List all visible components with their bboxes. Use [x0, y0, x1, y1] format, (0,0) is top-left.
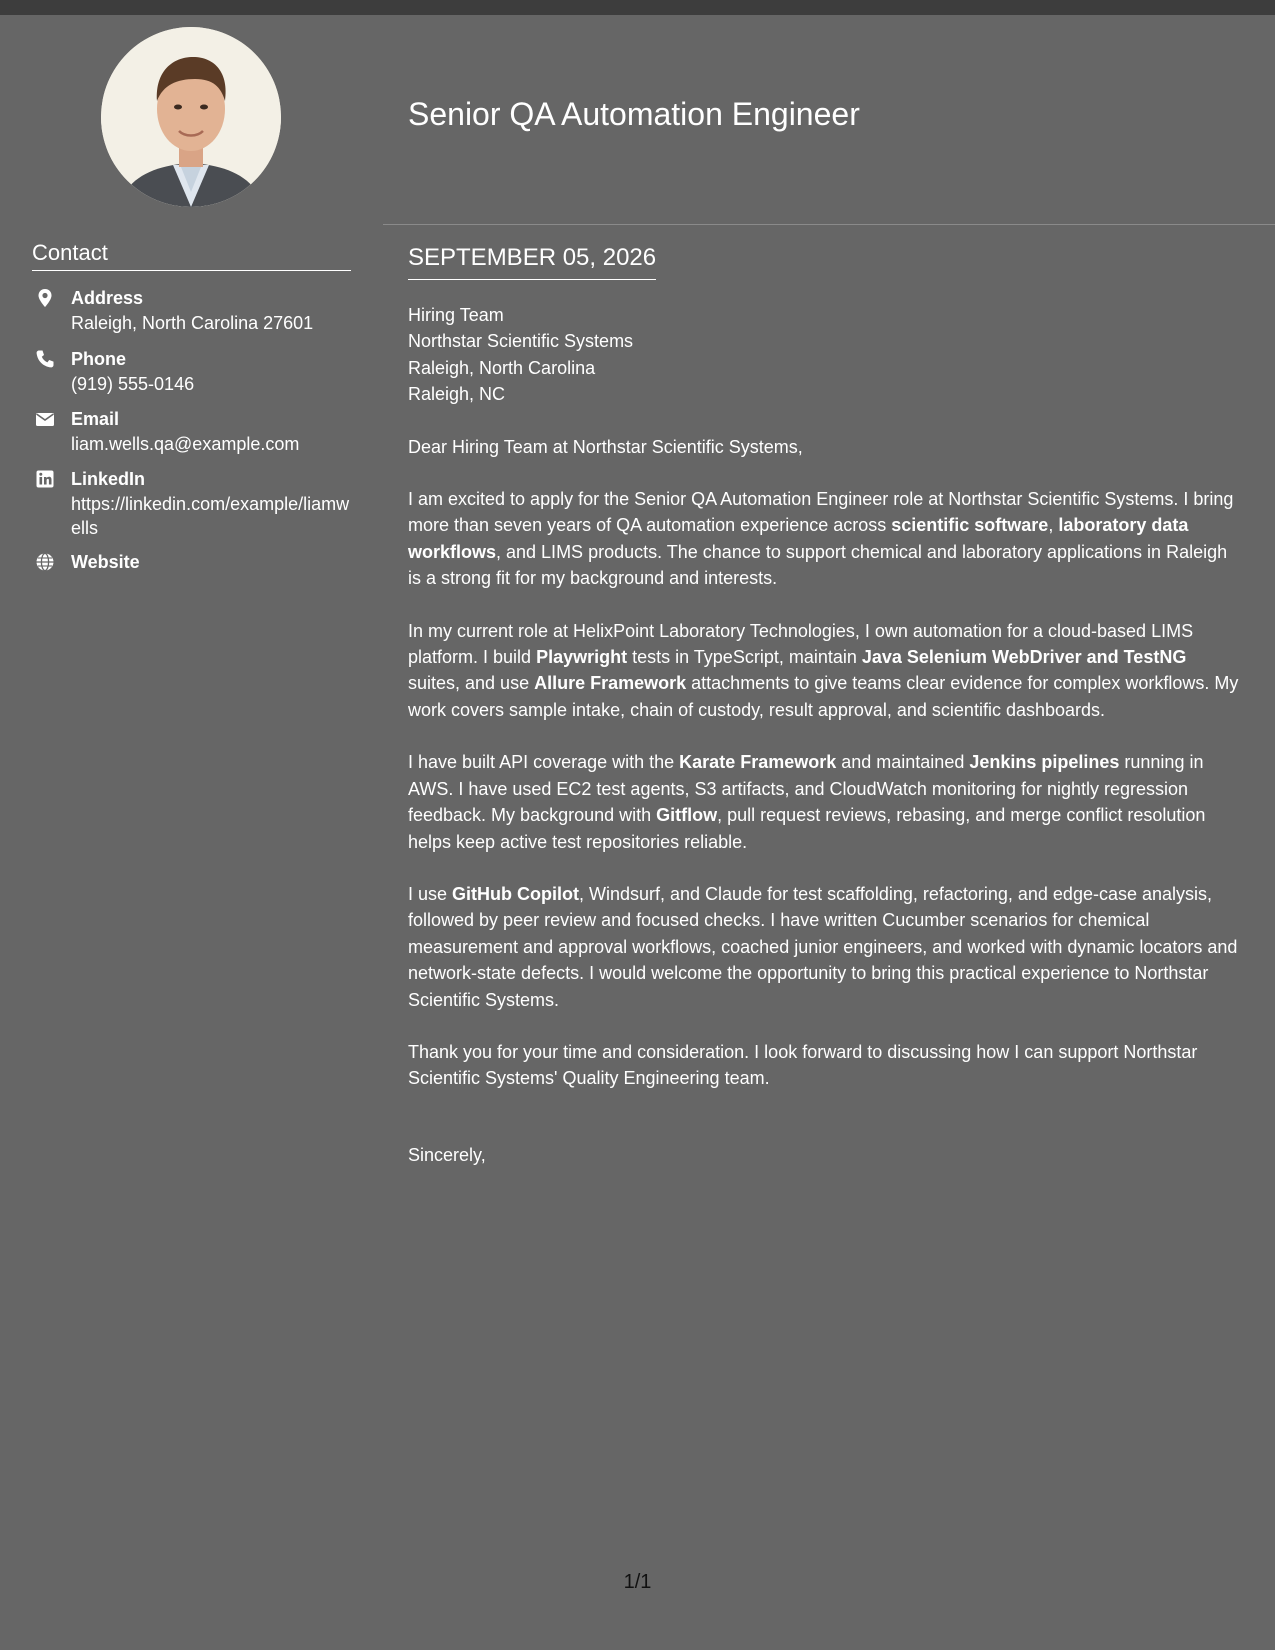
contact-heading: Contact	[32, 240, 351, 271]
letter-paragraph: I use GitHub Copilot, Windsurf, and Claude for test scaffolding, refactoring, and edge-case analysis, followed by peer review and focused checks. I have written Cucumber scenarios for chemical measurement and approval workflows, coached junior engineers, and worked with dynamic locators and network-state defects. I would welcome the opportunity to bring this practical experience to Northstar Scientific Systems.	[408, 883, 1238, 1010]
address-label: Address	[71, 288, 144, 308]
linkedin-icon	[35, 469, 55, 489]
portrait-image	[101, 27, 281, 207]
letter-paragraph: In my current role at HelixPoint Laboratory Technologies, I own automation for a cloud-based LIMS platform. I build Playwright tests in TypeScript, maintain Java Selenium WebDriver and TestNG suites, and use Allure Framework attachments to give teams clear evidence for complex workflows. My work covers sample intake, chain of custody, result approval, and scientific dashboards.	[408, 620, 1239, 720]
linkedin-label: LinkedIn	[71, 469, 146, 489]
profile-photo	[101, 27, 281, 207]
globe-icon	[35, 552, 55, 572]
phone-value: (919) 555-0146	[71, 374, 195, 394]
recipient-line: Raleigh, North Carolina	[408, 357, 596, 378]
letter-date: SEPTEMBER 05, 2026	[408, 243, 656, 280]
letter-body	[408, 302, 1243, 1194]
recipient-block	[408, 302, 1243, 408]
email-value: liam.wells.qa@example.com	[71, 434, 300, 454]
letter-paragraph: I am excited to apply for the Senior QA Automation Engineer role at Northstar Scientific Systems. I bring more than seven years of QA automation experience across scientific software, laboratory data workflows, and LIMS products. The chance to support chemical and laboratory applications in Raleigh is a strong fit for my background and interests.	[408, 489, 1234, 589]
header-divider	[383, 224, 1275, 225]
signoff: Sincerely,	[408, 1144, 486, 1165]
recipient-line: Hiring Team	[408, 305, 504, 325]
top-bar	[0, 0, 1275, 15]
letter-paragraph: Thank you for your time and consideration. I look forward to discussing how I can support Northstar Scientific Systems' Quality Engineering team.	[408, 1041, 1198, 1089]
salutation: Dear Hiring Team at Northstar Scientific Systems,	[408, 436, 803, 457]
sidebar	[0, 15, 380, 1650]
address-value: Raleigh, North Carolina 27601	[71, 313, 314, 333]
phone-icon	[35, 349, 55, 369]
phone-label: Phone	[71, 349, 127, 369]
page-number: 1/1	[623, 1571, 652, 1593]
envelope-icon	[35, 409, 55, 429]
location-pin-icon	[35, 288, 55, 308]
linkedin-link[interactable]: https://linkedin.com/example/liamwells	[71, 494, 350, 538]
recipient-line: Raleigh, NC	[408, 384, 506, 405]
letter-paragraph: I have built API coverage with the Karate Framework and maintained Jenkins pipelines running in AWS. I have used EC2 test agents, S3 artifacts, and CloudWatch monitoring for nightly regression feedback. My background with Gitflow, pull request reviews, rebasing, and merge conflict resolution helps keep active test repositories reliable.	[408, 752, 1206, 852]
website-label[interactable]: Website	[71, 552, 140, 572]
recipient-line: Northstar Scientific Systems	[408, 331, 634, 352]
page-title: Senior QA Automation Engineer	[408, 96, 860, 132]
email-label: Email	[71, 409, 120, 429]
